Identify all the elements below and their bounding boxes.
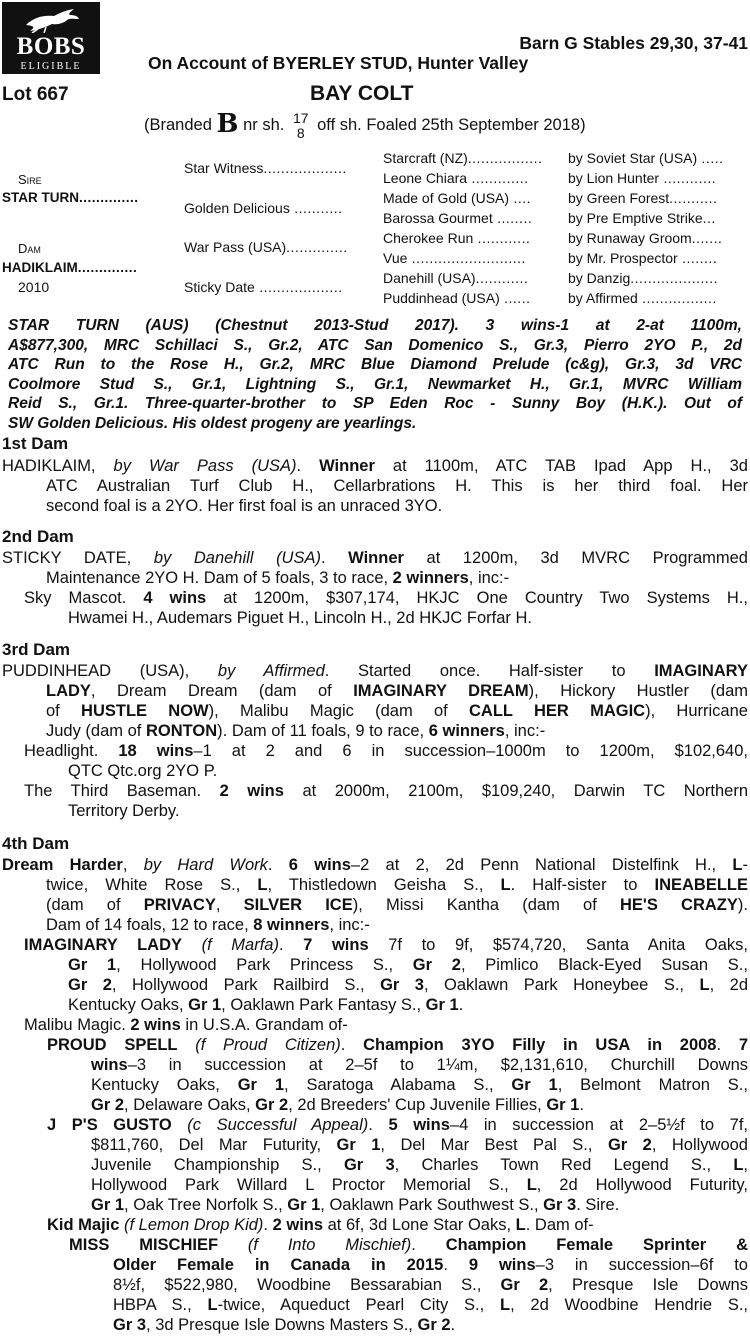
barn-stables: Barn G Stables 29,30, 37-41 xyxy=(519,33,748,53)
first-dam-heading: 1st Dam xyxy=(2,434,69,453)
pedigree-gen4-1: by Soviet Star (USA) ..... xyxy=(568,150,724,166)
pedigree-gen2-1: Star Witness................... xyxy=(184,160,347,176)
pedigree-gen4-3: by Green Forest........... xyxy=(568,190,718,206)
branded-label: (Branded xyxy=(144,116,212,134)
brand-side: nr sh. xyxy=(243,116,285,134)
pedigree-gen3-4: Barossa Gourmet ........ xyxy=(383,210,533,226)
page-title: BAY COLT xyxy=(310,82,414,105)
sire-label: Sire xyxy=(18,172,42,187)
second-dam-heading: 2nd Dam xyxy=(2,527,74,546)
first-dam-text: HADIKLAIM, by War Pass (USA). Winner at 1100m, ATC TAB Ipad App H., 3d ATC Australian Turf Club H., Cellarbrations H. This is her third foal. Her second foal is a 2YO. Her first foal is an unraced 3YO. xyxy=(2,457,748,515)
pedigree-gen3-5: Cherokee Run ............ xyxy=(383,230,531,246)
pedigree-gen2-2: Golden Delicious ........... xyxy=(184,200,343,216)
pedigree-gen3-3: Made of Gold (USA) .... xyxy=(383,190,532,206)
pedigree-gen2-4: Sticky Date ................... xyxy=(184,279,343,295)
logo-text-sub: ELIGIBLE xyxy=(20,61,82,72)
third-dam-text: PUDDINHEAD (USA), by Affirmed. Started once. Half-sister to IMAGINARY LADY, Dream Dream (dam of IMAGINARY DREAM), Hickory Hustler (dam of HUSTLE NOW), Malibu Magic (dam of CALL HER MAGIC), Hurricane Judy (dam of RONTON). Dam of 11 foals, 9 to race, 6 winners, inc:- Headlight. 18 wins–1 at 2 and 6 in succession–1000m to 1200m, $102,640, QTC Qtc.org 2YO P. The Third Baseman. 2 wins at 2000m, 2100m, $109,240, Darwin TC Northern Territory Derby. xyxy=(2,662,749,820)
dam-foaled-year: 2010 xyxy=(18,279,50,295)
pedigree-gen3-2: Leone Chiara ............. xyxy=(383,170,529,186)
pedigree-gen4-6: by Mr. Prospector ........ xyxy=(568,250,718,266)
brand-foaled-line xyxy=(144,107,586,142)
vendor-account: On Account of BYERLEY STUD, Hunter Valley xyxy=(148,53,529,73)
pedigree-gen3-6: Vue .......................... xyxy=(383,250,526,266)
bobs-logo xyxy=(2,2,100,74)
pedigree-gen4-4: by Pre Emptive Strike... xyxy=(568,210,716,226)
lot-number: Lot 667 xyxy=(2,84,69,105)
pedigree-gen4-8: by Affirmed ................. xyxy=(568,290,717,306)
dam-name: HADIKLAIM.............. xyxy=(2,260,138,275)
dam-label: Dam xyxy=(18,241,41,256)
horse-icon xyxy=(24,7,80,33)
pedigree-gen2-3: War Pass (USA).............. xyxy=(184,239,348,255)
fourth-dam-heading: 4th Dam xyxy=(2,834,70,853)
foaled-date: off sh. Foaled 25th September 2018) xyxy=(317,116,586,134)
pedigree-gen4-5: by Runaway Groom....... xyxy=(568,230,723,246)
pedigree-gen4-7: by Danzig.................... xyxy=(568,270,719,286)
pedigree-gen4-2: by Lion Hunter ............ xyxy=(568,170,717,186)
brand-number: 17 8 xyxy=(292,109,309,141)
pedigree-gen3-8: Puddinhead (USA) ...... xyxy=(383,290,531,306)
pedigree-gen3-7: Danehill (USA)............ xyxy=(383,270,529,286)
fourth-dam-text: Dream Harder, by Hard Work. 6 wins–2 at 2, 2d Penn National Distelfink H., L- twice, White Rose S., L, Thistledown Geisha S., L. Half-sister to INEABELLE (dam of PRIVACY, SILVER ICE), Missi Kantha (dam of HE'S CRAZY). Dam of 14 foals, 12 to race, 8 winners, inc:- IMAGINARY LADY (f Marfa). 7 wins 7f to 9f, $574,720, Santa Anita Oaks, Gr 1, Hollywood Park Princess S., Gr 2, Pimlico Black-Eyed Susan S., Gr 2, Hollywood Park Railbird S., Gr 3, Oaklawn Park Honeybee S., L, 2d Kentucky Oaks, Gr 1, Oaklawn Park Fantasy S., Gr 1. Malibu Magic. 2 wins in U.S.A. Grandam of- PROUD SPELL (f Proud Citizen). Champion 3YO Filly in USA in 2008. 7 wins–3 in succession at 2–5f to 1¼m, $2,131,610, Churchill Downs Kentucky Oaks, Gr 1, Saratoga Alabama S., Gr 1, Belmont Matron S., Gr 2, Delaware Oaks, Gr 2, 2d Breeders' Cup Juvenile Fillies, Gr 1. J P'S GUSTO (c Successful Appeal). 5 wins–4 in succession at 2–5½f to 7f, $811,760, Del Mar Futurity, Gr 1, Del Mar Best Pal S., Gr 2, Hollywood Juvenile Championship S., Gr 3, Charles Town Red Legend S., L, Hollywood Park Willard L Proctor Memorial S., L, 2d Hollywood Futurity, Gr 1, Oak Tree Norfolk S., Gr 1, Oaklawn Park Southwest S., Gr 3. Sire. Kid Majic (f Lemon Drop Kid). 2 wins at 6f, 3d Lone Star Oaks, L. Dam of- MISS MISCHIEF (f Into Mischief). Champion Female Sprinter & Older Female in Canada in 2015. 9 wins–3 in succession–6f to 8½f, $522,980, Woodbine Bessarabian S., Gr 2, Presque Isle Downs HBPA S., L-twice, Aqueduct Pearl City S., L, 2d Woodbine Hendrie S., Gr 3, 3d Presque Isle Downs Masters S., Gr 2. xyxy=(2,856,749,1334)
sire-summary: STAR TURN (AUS) (Chestnut 2013-Stud 2017). 3 wins-1 at 2-at 1100m, A$877,300, MRC Schillaci S., Gr.2, ATC San Domenico S., Gr.3, Pierro 2YO P., 2d ATC Run to the Rose H., Gr.2, MRC Blue Diamond Prelude (c&g), Gr.3, 3d VRC Coolmore Stud S., Gr.1, Lightning S., Gr.1, Newmarket H., Gr.1, MVRC William Reid S., Gr.1. Three-quarter-brother to SP Eden Roc - Sunny Boy (H.K.). Out of SW Golden Delicious. His oldest progeny are yearlings. xyxy=(8,317,742,432)
third-dam-heading: 3rd Dam xyxy=(2,640,71,659)
sire-name: STAR TURN.............. xyxy=(2,190,139,205)
brand-letter: B xyxy=(216,109,239,139)
logo-text-main: BOBS xyxy=(16,33,86,60)
second-dam-text: STICKY DATE, by Danehill (USA). Winner at 1200m, 3d MVRC Programmed Maintenance 2YO H. Dam of 5 foals, 3 to race, 2 winners, inc:- Sky Mascot. 4 wins at 1200m, $307,174, HKJC One Country Two Systems H., Hwamei H., Audemars Piguet H., Lincoln H., 2d HKJC Forfar H. xyxy=(2,549,748,627)
pedigree-gen3-1: Starcraft (NZ)................. xyxy=(383,150,543,166)
